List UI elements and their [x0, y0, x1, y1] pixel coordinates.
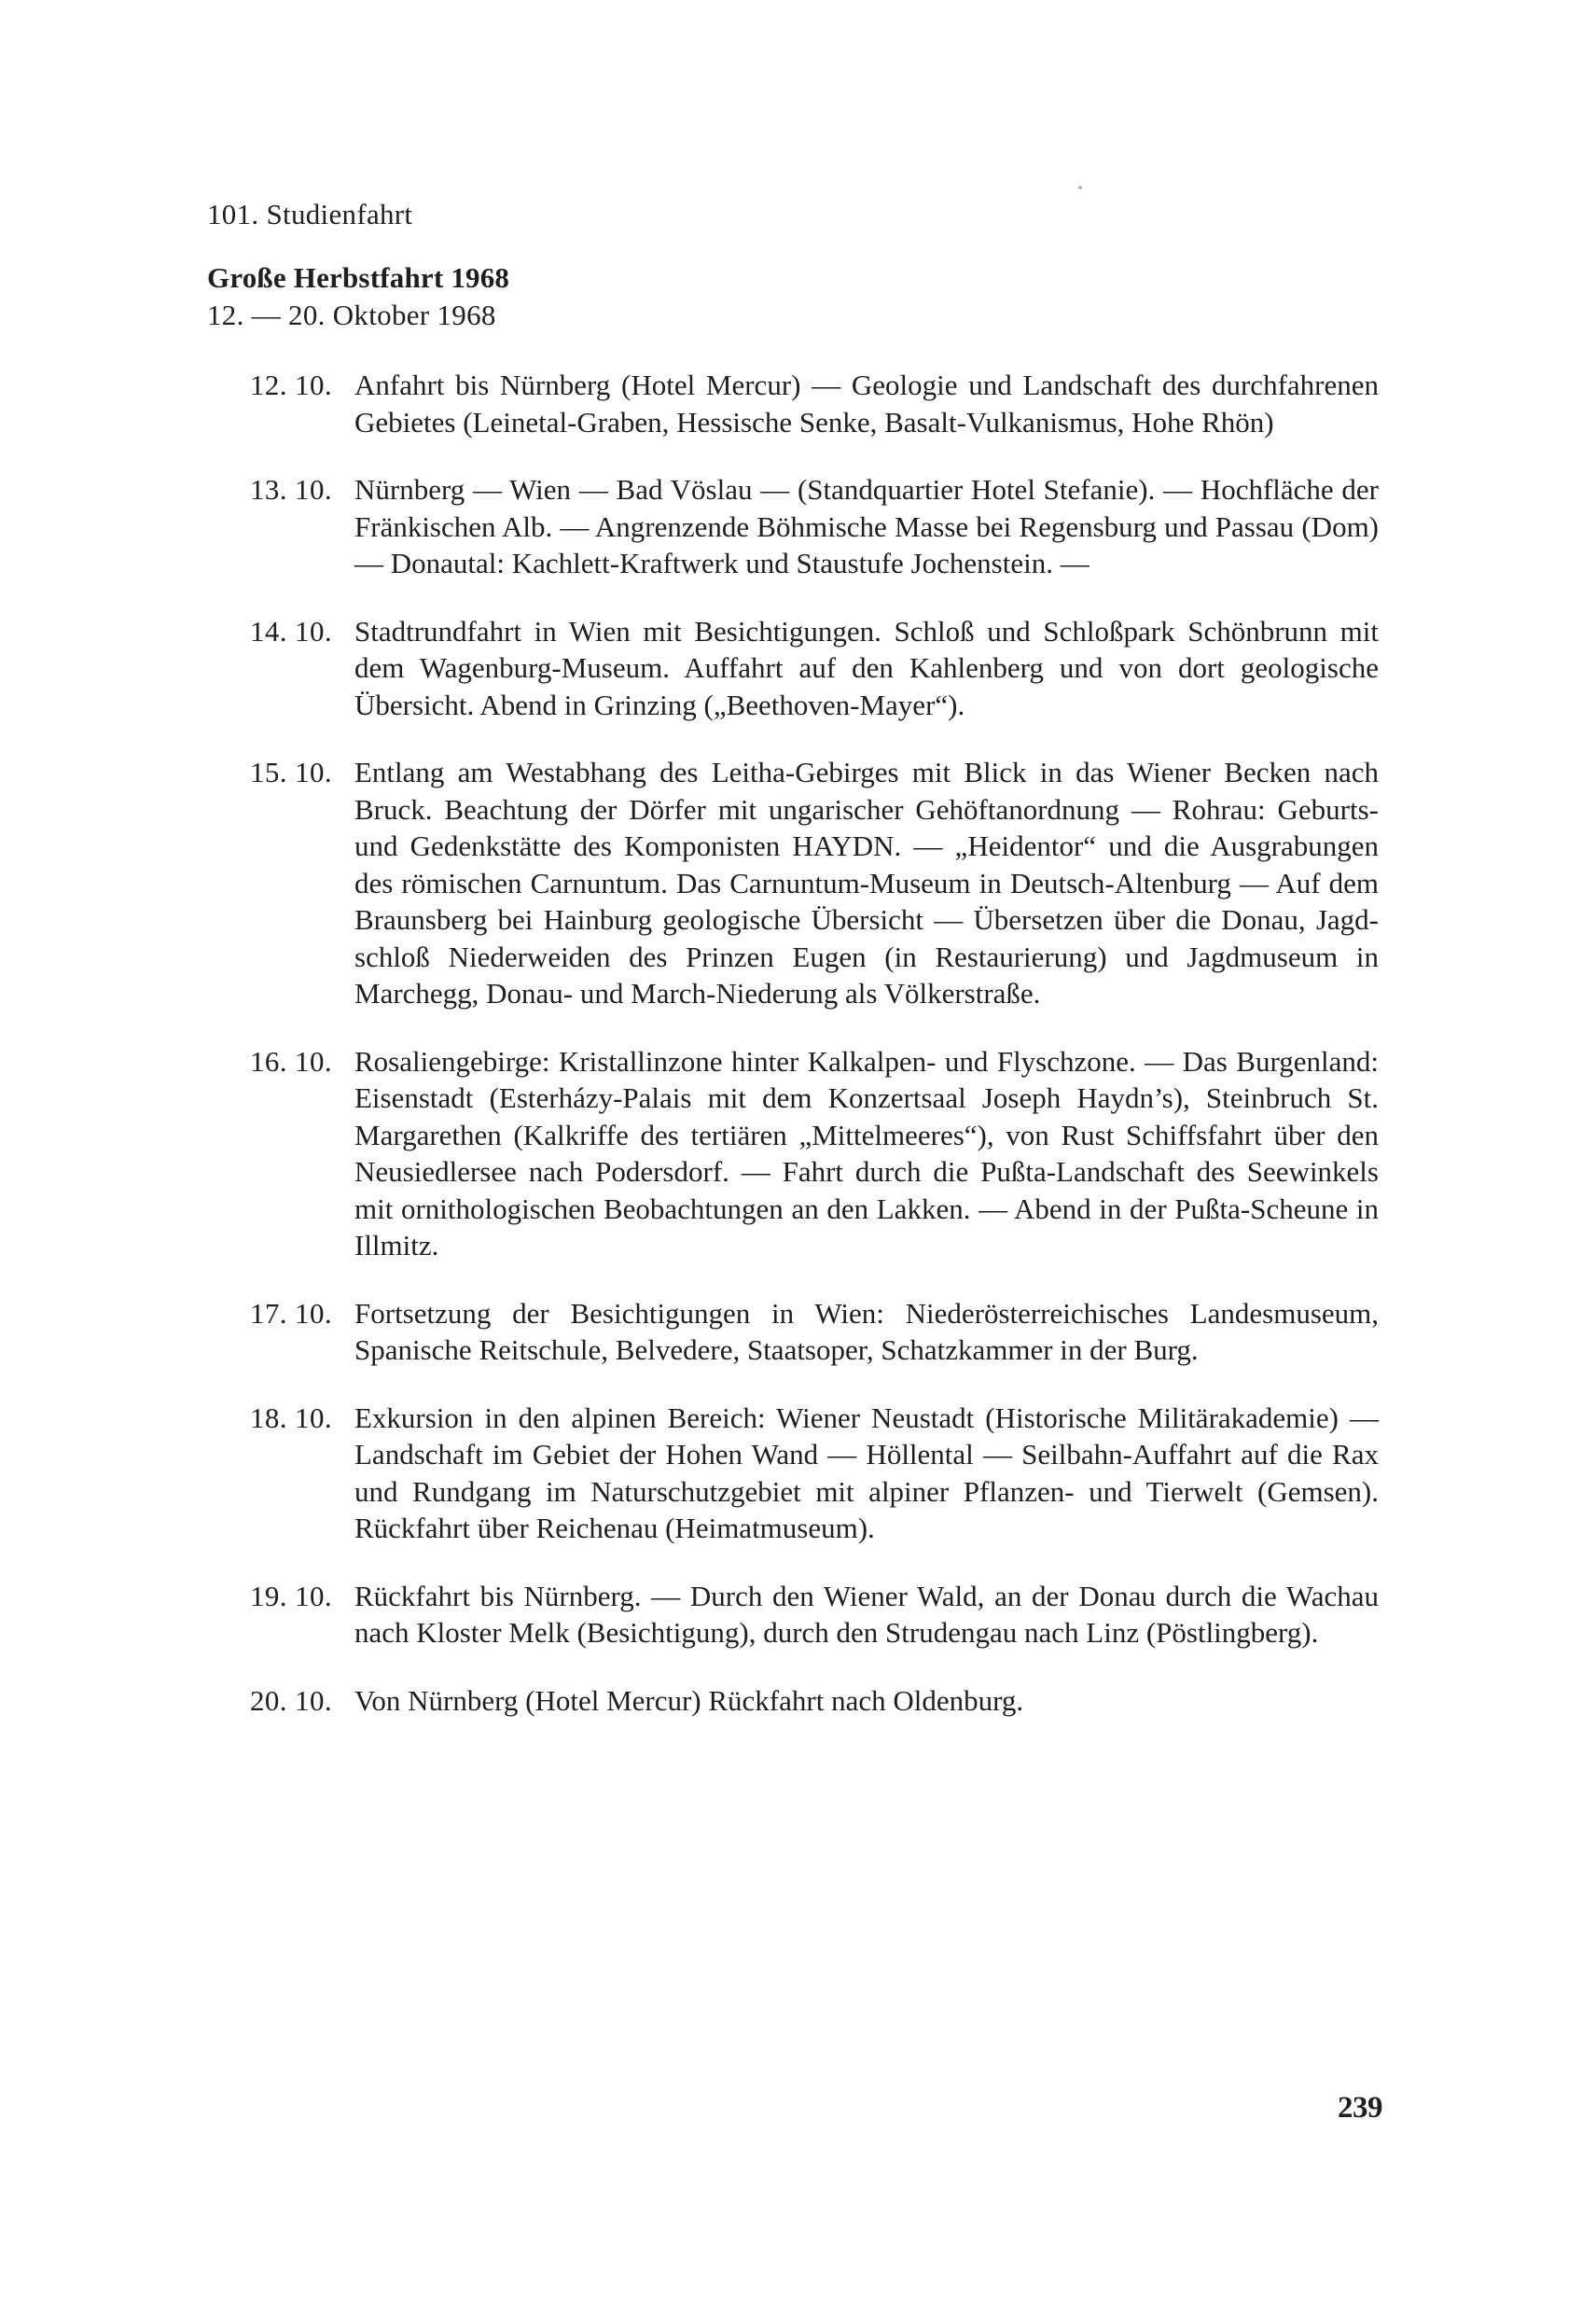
trip-dates: 12. — 20. Oktober 1968	[207, 299, 496, 331]
itinerary-entry	[250, 754, 1379, 1012]
entry-date: 12. 10.	[250, 369, 333, 401]
entry-date: 16. 10.	[250, 1044, 333, 1078]
itinerary-entry	[250, 613, 1379, 724]
heading-block	[207, 196, 1047, 334]
series-label: 101. Studienfahrt	[207, 198, 413, 230]
entry-text: Exkursion in den alpinen Bereich: Wiener Neustadt (Historische Militärakademie) — Landschaft im Gebiet der Hohen Wand — Höllental — Seilbahn-Auffahrt auf die Rax und Rundgang im Naturschutzgebiet mit alpiner Pflanzen- und Tierwelt (Gemsen). Rückfahrt über Reichenau (Heimatmuseum).	[354, 1401, 1379, 1544]
itinerary-entry	[250, 1043, 1379, 1264]
entry-date: 14. 10.	[250, 614, 333, 648]
entry-text: Rosaliengebirge: Kristallinzone hinter Kalkalpen- und Flyschzone. — Das Burgenland: Eisenstadt (Esterházy-Palais mit dem Konzertsaal Joseph Haydn’s), Steinbruch St. Margarethen (Kalkriffe des tertiären „Mittelmeeres“), von Rust Schiffsfahrt über den Neusiedlersee nach Podersdorf. — Fahrt durch die Pußta-Landschaft des Seewinkels mit ornithologischen Beobachtungen an den Lakken. — Abend in der Pußta-Scheune in Illmitz.	[354, 1044, 1379, 1262]
entry-text: Anfahrt bis Nürnberg (Hotel Mercur) — Geologie und Landschaft des durchfahrenen Gebietes (Leinetal-Graben, Hessische Senke, Basalt-Vulkanismus, Hohe Rhön)	[354, 369, 1379, 439]
itinerary-list	[250, 367, 1379, 1749]
entry-date: 17. 10.	[250, 1296, 333, 1330]
entry-date: 18. 10.	[250, 1401, 333, 1434]
scan-speck	[1078, 186, 1082, 189]
entry-text: Stadtrundfahrt in Wien mit Besichtigungen. Schloß und Schloßpark Schönbrunn mit dem Wagenburg-Museum. Auffahrt auf den Kahlenberg und von dort geologische Übersicht. Abend in Grinzing („Beethoven-Mayer“).	[354, 614, 1379, 721]
entry-text: Fortsetzung der Besichtigungen in Wien: Niederösterreichisches Landesmuseum, Spanische Reitschule, Belvedere, Staatsoper, Schatzkammer in der Burg.	[354, 1296, 1379, 1366]
entry-text: Entlang am Westabhang des Leitha-Gebirges mit Blick in das Wiener Becken nach Bruck. Beachtung der Dörfer mit ungarischer Gehöftanordnung — Rohrau: Geburts- und Gedenkstätte des Komponisten HAYDN. — „Heidentor“ und die Ausgrabungen des römischen Carnuntum. Das Carnuntum-Museum in Deutsch-Altenburg — Auf dem Braunsberg bei Hainburg geologische Übersicht — Übersetzen über die Donau, Jagdschloß Niederweiden des Prinzen Eugen (in Restaurierung) und Jagdmuseum in Marchegg, Donau- und March-Niederung als Völkerstraße.	[354, 756, 1379, 1010]
entry-date: 15. 10.	[250, 756, 333, 788]
entry-date: 20. 10.	[250, 1683, 333, 1717]
entry-text: Nürnberg — Wien — Bad Vöslau — (Standquartier Hotel Stefanie). — Hochfläche der Fränkischen Alb. — Angrenzende Böhmische Masse bei Regensburg und Passau (Dom) — Donautal: Kachlett-Kraftwerk und Staustufe Jochenstein. —	[354, 473, 1379, 579]
entry-text: Von Nürnberg (Hotel Mercur) Rückfahrt nach Oldenburg.	[354, 1683, 1024, 1717]
entry-date: 19. 10.	[250, 1579, 333, 1612]
entry-date: 13. 10.	[250, 473, 333, 506]
page-number: 239	[1338, 2091, 1382, 2125]
itinerary-entry	[250, 471, 1379, 582]
itinerary-entry	[250, 367, 1379, 440]
trip-title: Große Herbstfahrt 1968	[207, 261, 510, 294]
itinerary-entry	[250, 1578, 1379, 1652]
entry-text: Rückfahrt bis Nürnberg. — Durch den Wiener Wald, an der Donau durch die Wachau nach Kloster Melk (Besichtigung), durch den Strudengau nach Linz (Pöstlingberg).	[354, 1579, 1379, 1649]
itinerary-entry	[250, 1400, 1379, 1547]
itinerary-entry	[250, 1295, 1379, 1369]
itinerary-entry	[250, 1682, 1379, 1720]
